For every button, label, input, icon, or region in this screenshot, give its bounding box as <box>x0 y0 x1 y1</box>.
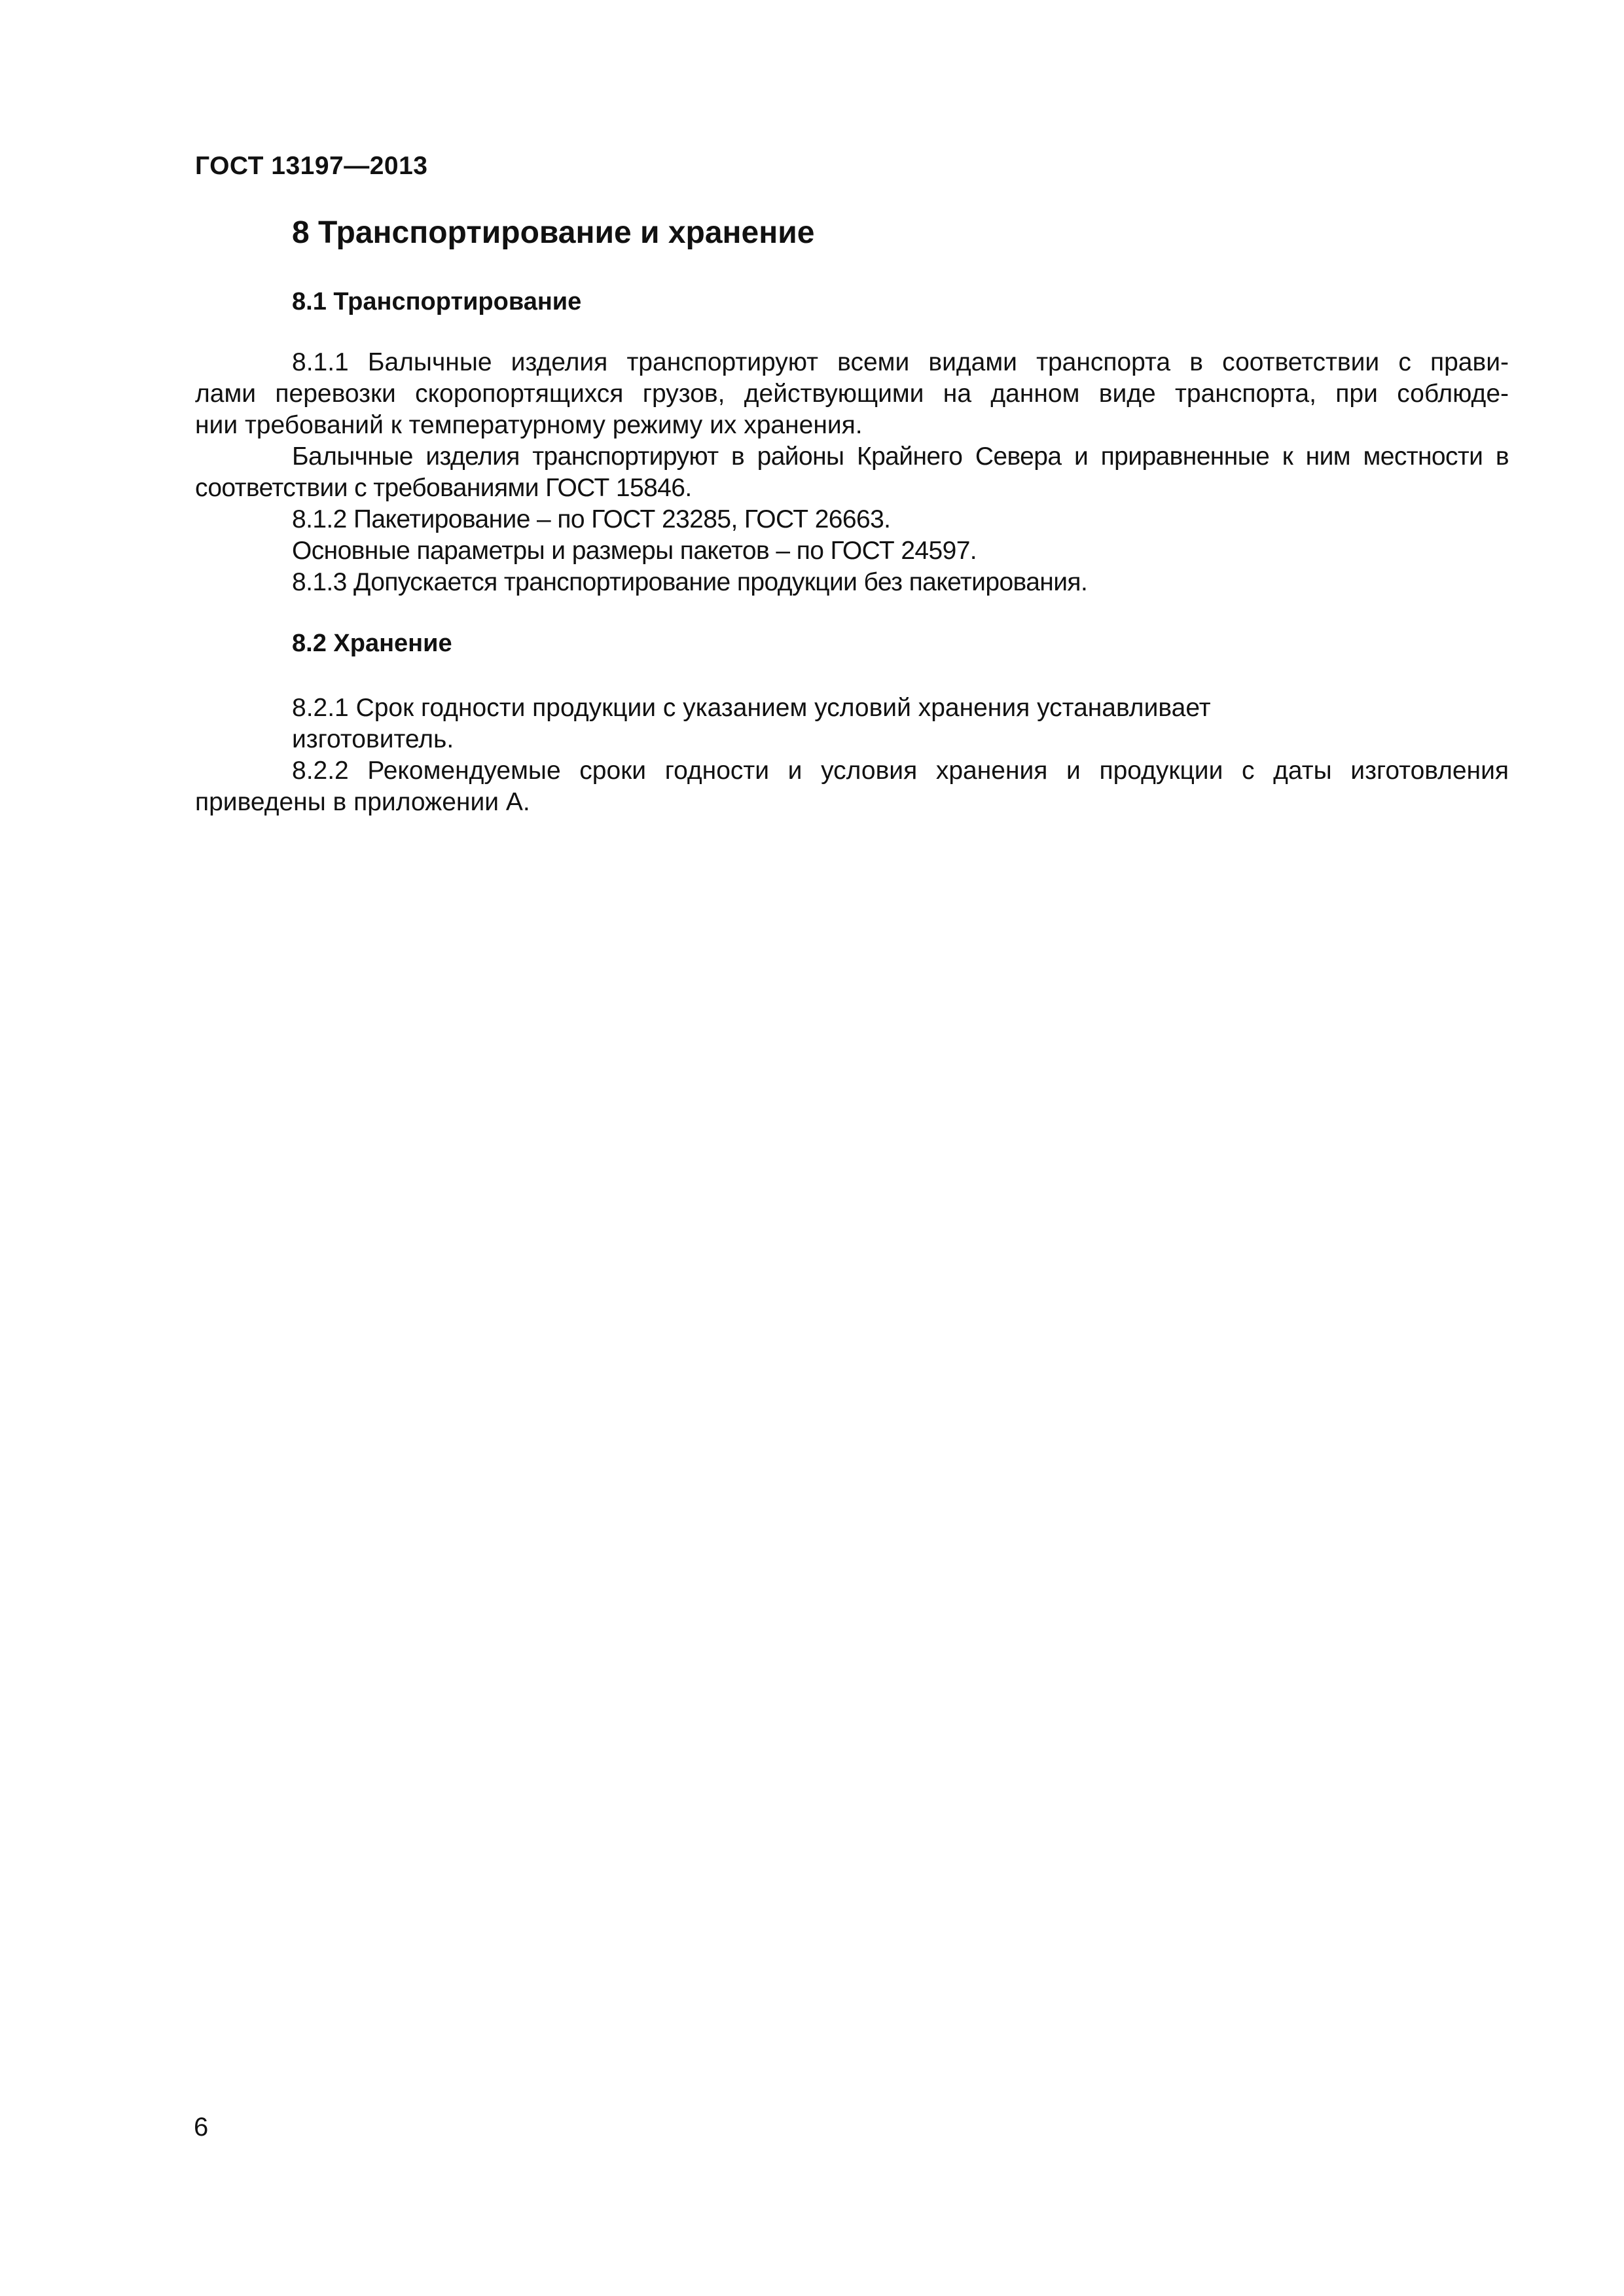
paragraph-line: соответствии с требованиями ГОСТ 15846. <box>195 474 692 502</box>
paragraph-line: Балычные изделия транспортируют в районы Крайнего Севера и приравненные к ним местности в <box>292 442 1509 471</box>
subsection-title-transport: 8.1 Транспортирование <box>292 288 582 315</box>
paragraph-8-1-3: 8.1.3 Допускается транспортирование продукции без пакетирования. <box>292 568 1088 596</box>
paragraph-line: изготовитель. <box>292 725 454 753</box>
paragraph-line: нии требований к температурному режиму их хранения. <box>195 411 863 439</box>
paragraph-packet-parameters: Основные параметры и размеры пакетов – по ГОСТ 24597. <box>292 537 977 565</box>
paragraph-line: лами перевозки скоропортящихся грузов, действующими на данном виде транспорта, при соблюде- <box>195 380 1509 408</box>
subsection-title-storage: 8.2 Хранение <box>292 630 452 657</box>
paragraph-8-2-2: 8.2.2 Рекомендуемые сроки годности и условия хранения и продукции с даты изготовления <box>292 757 1509 785</box>
paragraph-line: 8.1.1 Балычные изделия транспортируют всеми видами транспорта в соответствии с прави- <box>292 348 1509 376</box>
document-code: ГОСТ 13197—2013 <box>195 152 428 180</box>
paragraph-8-1-2: 8.1.2 Пакетирование – по ГОСТ 23285, ГОСТ 26663. <box>292 505 891 533</box>
paragraph-8-1-1 <box>195 347 1509 441</box>
page-number: 6 <box>194 2113 209 2142</box>
paragraph-line: приведены в приложении А. <box>195 788 530 816</box>
section-title: 8 Транспортирование и хранение <box>292 215 815 250</box>
paragraph-8-2-1: 8.2.1 Срок годности продукции с указанием условий хранения устанавливает <box>292 694 1211 722</box>
